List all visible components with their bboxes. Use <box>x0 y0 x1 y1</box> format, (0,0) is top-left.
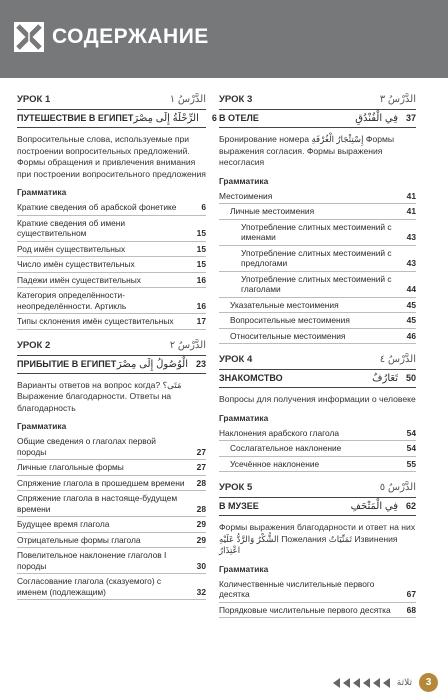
toc-entry-label: Употребление слитных местоимений с именами <box>241 221 392 242</box>
lesson-description: Варианты ответов на вопрос когда? مَتَى؟ Выражение благодарности. Ответы на благодарность <box>17 379 182 413</box>
toc-entry[interactable] <box>17 216 206 242</box>
lesson-label: УРОК 4 <box>219 354 253 365</box>
lesson-label: УРОК 1 <box>17 94 51 105</box>
toc-entry-label: Краткие сведения об имени существительном <box>17 217 126 238</box>
toc-entry[interactable] <box>17 288 206 314</box>
toc-entry[interactable] <box>219 246 416 272</box>
lesson-title-link[interactable] <box>219 109 416 128</box>
toc-entry[interactable] <box>219 272 416 298</box>
toc-entry[interactable] <box>17 533 206 549</box>
toc-entry[interactable] <box>219 298 416 314</box>
toc-entry-page: 45 <box>406 299 416 310</box>
toc-entry[interactable] <box>219 313 416 329</box>
toc-entry-label: Употребление слитных местоимений с глаголами <box>241 273 392 294</box>
lesson-label: УРОК 2 <box>17 339 51 351</box>
toc-entry[interactable] <box>219 329 416 345</box>
toc-entry[interactable] <box>17 460 206 476</box>
toc-entry[interactable] <box>219 603 416 619</box>
toc-entry[interactable] <box>219 441 416 457</box>
lesson-label-arabic: الدَّرْسُ ٢ <box>169 339 206 351</box>
toc-entry-page: 43 <box>406 258 416 268</box>
toc-entry-page: 41 <box>406 190 416 201</box>
arrow-icon <box>353 678 360 688</box>
lesson-title-link[interactable] <box>17 355 206 374</box>
lesson-title-arabic: تَعَارُفٌ <box>372 373 398 384</box>
toc-entry-page: 6 <box>201 202 206 212</box>
lesson-page: 23 <box>195 358 206 369</box>
lesson-title: ПРИБЫТИЕ В ЕГИПЕТ <box>17 358 117 369</box>
grammar-heading: Грамматика <box>219 563 269 574</box>
page-number-badge: 3 <box>419 673 438 692</box>
toc-entry-page: 15 <box>196 228 206 238</box>
lesson-page: 62 <box>405 501 416 511</box>
lesson-page: 6 <box>211 113 217 123</box>
lesson-header <box>17 92 206 109</box>
toc-entry-page: 41 <box>406 206 416 216</box>
lesson-description: Вопросительные слова, используемые при построении вопросительных предложений. Формы обращения и привлечения внимания при построении вопросительного предложения <box>17 134 206 179</box>
toc-entry-label: Число имён существительных <box>17 259 135 269</box>
lesson-title-arabic: فِي الْمَتْحَفِ <box>350 501 398 512</box>
toc-entry-page: 15 <box>196 243 206 254</box>
toc-entry-label: Указательные местоимения <box>230 299 339 310</box>
grammar-heading: Грамматика <box>219 412 269 423</box>
header-bar <box>0 0 448 78</box>
toc-entry-label: Личные местоимения <box>230 206 315 216</box>
toc-entry-label: Употребление слитных местоимений с предлогами <box>241 247 392 268</box>
page-title: СОДЕРЖАНИЕ <box>52 25 209 48</box>
lesson-header <box>219 352 416 369</box>
toc-entry[interactable] <box>17 574 206 600</box>
toc-entry[interactable] <box>219 457 416 473</box>
lesson-description: Вопросы для получения информации о человеке <box>219 394 416 404</box>
lesson-title: В ОТЕЛЕ <box>219 113 259 123</box>
toc-entry-label: Спряжение глагола в настояще-будущем времени <box>17 493 178 514</box>
lesson-header <box>17 338 206 355</box>
grammar-heading: Грамматика <box>17 421 67 431</box>
toc-entry-label: Общие сведения о глаголах первой породы <box>17 436 156 457</box>
toc-entry-page: 28 <box>196 503 206 514</box>
toc-entry-label: Порядковые числительные первого десятка <box>219 604 391 615</box>
toc-entry-page: 16 <box>196 274 206 285</box>
lesson-description: Бронирование номера إِسْتِئْجَارُ الْغُرْفَةِ Формы выражения согласия. Формы выражения несогласия <box>219 134 395 167</box>
lesson-label-arabic: الدَّرْسُ ٤ <box>379 354 416 365</box>
toc-entry-page: 27 <box>196 462 206 472</box>
toc-left-column <box>17 92 217 600</box>
toc-entry[interactable] <box>219 426 416 442</box>
lesson-block <box>17 338 206 601</box>
toc-entry[interactable] <box>17 242 206 258</box>
toc-entry-page: 29 <box>196 534 206 545</box>
toc-entry-page: 54 <box>406 427 416 438</box>
toc-entry-page: 43 <box>406 232 416 242</box>
toc-entry-label: Личные глагольные формы <box>17 462 124 472</box>
toc-entry-label: Согласование глагола (сказуемого) с именем (подлежащим) <box>17 576 162 597</box>
toc-entry-label: Категория определённости-неопределённости. Артикль <box>17 290 127 311</box>
toc-entry-page: 46 <box>406 330 416 341</box>
lesson-label: УРОК 5 <box>219 482 253 493</box>
toc-entry-page: 44 <box>406 284 416 294</box>
toc-entry[interactable] <box>219 577 416 603</box>
toc-entry-label: Будущее время глагола <box>17 519 110 529</box>
lesson-title-arabic: فِي الْفُنْدُقِ <box>355 113 398 124</box>
toc-entry[interactable] <box>17 434 206 460</box>
arrow-icon <box>363 678 370 688</box>
lesson-page: 50 <box>405 373 416 383</box>
arrow-icon <box>333 678 340 688</box>
toc-entry-label: Типы склонения имён существительных <box>17 316 174 326</box>
arrow-icon <box>343 678 350 688</box>
toc-entry-page: 30 <box>196 560 206 571</box>
toc-entry[interactable] <box>219 204 416 220</box>
lesson-block <box>219 480 416 618</box>
toc-entry-page: 55 <box>406 458 416 469</box>
toc-entry[interactable] <box>219 220 416 246</box>
lesson-header <box>219 92 416 109</box>
toc-entry[interactable] <box>17 517 206 533</box>
lesson-label-arabic: الدَّرْسُ ٥ <box>379 482 416 493</box>
lesson-title: ЗНАКОМСТВО <box>219 373 283 383</box>
toc-entry-label: Род имён существительных <box>17 243 126 254</box>
toc-entry[interactable] <box>17 491 206 517</box>
toc-entry-page: 45 <box>406 315 416 325</box>
toc-entry-page: 32 <box>196 586 206 597</box>
logo-icon <box>14 22 44 52</box>
toc-entry-label: Усечённое наклонение <box>230 458 320 469</box>
lesson-block <box>219 352 416 472</box>
toc-entry-label: Местоимения <box>219 190 273 201</box>
lesson-block <box>219 92 416 344</box>
toc-entry-page: 54 <box>406 443 416 453</box>
toc-entry[interactable] <box>17 476 206 492</box>
toc-entry-page: 15 <box>196 259 206 269</box>
lesson-title: В МУЗЕЕ <box>219 501 259 511</box>
arrow-icon <box>373 678 380 688</box>
toc-entry-label: Сослагательное наклонение <box>230 443 342 453</box>
lesson-label: УРОК 3 <box>219 94 253 105</box>
toc-entry-label: Количественные числительные первого десятка <box>219 578 375 599</box>
toc-entry-page: 27 <box>196 446 206 457</box>
lesson-title-link[interactable] <box>219 497 416 516</box>
toc-entry[interactable] <box>17 273 206 289</box>
toc-entry[interactable] <box>219 189 416 205</box>
toc-entry-page: 29 <box>196 519 206 529</box>
toc-entry-page: 17 <box>196 316 206 326</box>
toc-entry-label: Отрицательные формы глагола <box>17 534 141 545</box>
footer-arabic-number: ثلاثة <box>396 677 412 687</box>
toc-entry-page: 16 <box>196 300 206 311</box>
toc-entry[interactable] <box>17 200 206 216</box>
lesson-title-link[interactable] <box>219 369 416 388</box>
toc-entry-page: 68 <box>406 604 416 615</box>
lesson-title-arabic: الْوُصُولُ إِلَى مِصْرَ <box>116 358 188 370</box>
toc-entry-label: Падежи имён существительных <box>17 274 141 285</box>
lesson-label-arabic: الدَّرْسُ ٣ <box>379 94 416 105</box>
lesson-header <box>219 480 416 497</box>
lesson-description: Формы выражения благодарности и ответ на них الشُّكْرُ وَالرَّدُّ عَلَيْهِ Пожелания تَمَنِّيَاتٌ Извинения اعْتِذَارٌ <box>219 522 416 555</box>
toc-entry-label: Относительные местоимения <box>230 330 346 341</box>
toc-entry[interactable] <box>17 314 206 330</box>
lesson-label-arabic: الدَّرْسُ ١ <box>169 94 206 105</box>
toc-entry[interactable] <box>17 548 206 574</box>
toc-entry[interactable] <box>17 257 206 273</box>
grammar-heading: Грамматика <box>219 175 269 186</box>
lesson-block <box>17 92 217 330</box>
toc-entry-label: Краткие сведения об арабской фонетике <box>17 202 177 212</box>
lesson-page: 37 <box>405 113 416 123</box>
toc-entry-label: Повелительное наклонение глаголов I породы <box>17 550 167 571</box>
page-footer <box>333 673 438 692</box>
toc-entry-label: Вопросительные местоимения <box>230 315 350 325</box>
toc-entry-label: Наклонения арабского глагола <box>219 427 339 438</box>
lesson-title-link[interactable] <box>17 109 217 128</box>
toc-entry-page: 28 <box>196 477 206 488</box>
toc-right-column <box>219 92 416 618</box>
grammar-heading: Грамматика <box>17 187 67 197</box>
lesson-title: ПУТЕШЕСТВИЕ В ЕГИПЕТ <box>17 113 134 123</box>
lesson-title-arabic: الرِّحْلَةُ إِلَى مِصْرَ <box>133 113 199 124</box>
toc-entry-label: Спряжение глагола в прошедшем времени <box>17 477 185 488</box>
arrow-icon <box>383 678 390 688</box>
toc-entry-page: 67 <box>406 589 416 599</box>
